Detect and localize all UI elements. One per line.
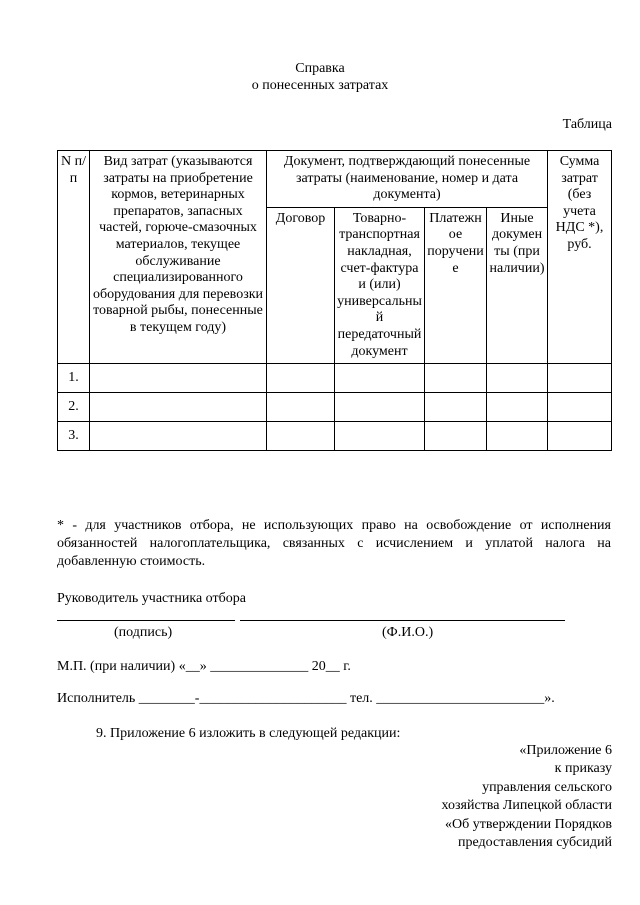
- table-cell: [425, 364, 487, 393]
- subheader-payment-order: Платежное поручение: [425, 207, 487, 363]
- table-cell: [487, 364, 548, 393]
- table-cell: [487, 393, 548, 422]
- table-label: Таблица: [562, 117, 612, 132]
- table-row: [58, 364, 612, 393]
- amendment-item-9: 9. Приложение 6 изложить в следующей редакции:: [96, 726, 401, 741]
- row-number: 2.: [58, 393, 90, 422]
- appendix-line: управления сельского: [482, 779, 612, 795]
- executor-line: Исполнитель ________-_____________________ тел. ________________________».: [57, 691, 555, 706]
- table-cell: [425, 393, 487, 422]
- header-num: N п/п: [58, 151, 90, 364]
- sign-caption: (подпись): [114, 625, 173, 640]
- subheader-contract: Договор: [267, 207, 335, 363]
- title-line-1: Справка: [295, 61, 345, 76]
- table-cell: [267, 364, 335, 393]
- name-line: [240, 620, 565, 621]
- table-row: [58, 393, 612, 422]
- stamp-line: М.П. (при наличии) «__» ______________ 20__ г.: [57, 659, 351, 674]
- table-cell: [548, 364, 612, 393]
- title-line-2: о понесенных затратах: [251, 78, 389, 93]
- table-cell: [335, 393, 425, 422]
- table-cell: [90, 422, 267, 451]
- appendix-line: «Об утверждении Порядков: [445, 816, 612, 832]
- subheader-other-docs: Иные документы (при наличии): [487, 207, 548, 363]
- table-cell: [335, 422, 425, 451]
- table-cell: [548, 422, 612, 451]
- subheader-waybill: Товарно-транспортная накладная, счет-фактура и (или) универсальный передаточный документ: [335, 207, 425, 363]
- table-header-row: [58, 151, 612, 208]
- name-caption: (Ф.И.О.): [382, 625, 434, 640]
- table-row: [58, 422, 612, 451]
- table-cell: [487, 422, 548, 451]
- table-cell: [548, 393, 612, 422]
- appendix-line: хозяйства Липецкой области: [441, 798, 612, 814]
- table-cell: [335, 364, 425, 393]
- table-cell: [267, 422, 335, 451]
- table-cell: [90, 364, 267, 393]
- appendix-header: [442, 742, 612, 852]
- expenses-table: [57, 150, 612, 451]
- header-sum: Сумма затрат (без учета НДС *), руб.: [548, 151, 612, 364]
- row-number: 1.: [58, 364, 90, 393]
- header-expense-type: Вид затрат (указываются затраты на приобретение кормов, ветеринарных препаратов, запасных частей, горюче-смазочных материалов, текущее обслуживание специализированного оборудования для перевозки товарной рыбы, понесенные в текущем году): [90, 151, 267, 364]
- table-cell: [425, 422, 487, 451]
- signature-line: [57, 620, 235, 621]
- head-label: Руководитель участника отбора: [57, 591, 246, 606]
- appendix-line: предоставления субсидий: [457, 835, 612, 851]
- row-number: 3.: [58, 422, 90, 451]
- table-cell: [267, 393, 335, 422]
- appendix-line: «Приложение 6: [519, 743, 612, 758]
- appendix-line: к приказу: [554, 761, 612, 777]
- header-document-group: Документ, подтверждающий понесенные затраты (наименование, номер и дата документа): [267, 151, 548, 208]
- footnote: * - для участников отбора, не использующих право на освобождение от исполнения обязанностей налогоплательщика, связанных с исчислением и уплатой налога на добавленную стоимость.: [57, 518, 611, 569]
- table-cell: [90, 393, 267, 422]
- document-title: [0, 60, 640, 94]
